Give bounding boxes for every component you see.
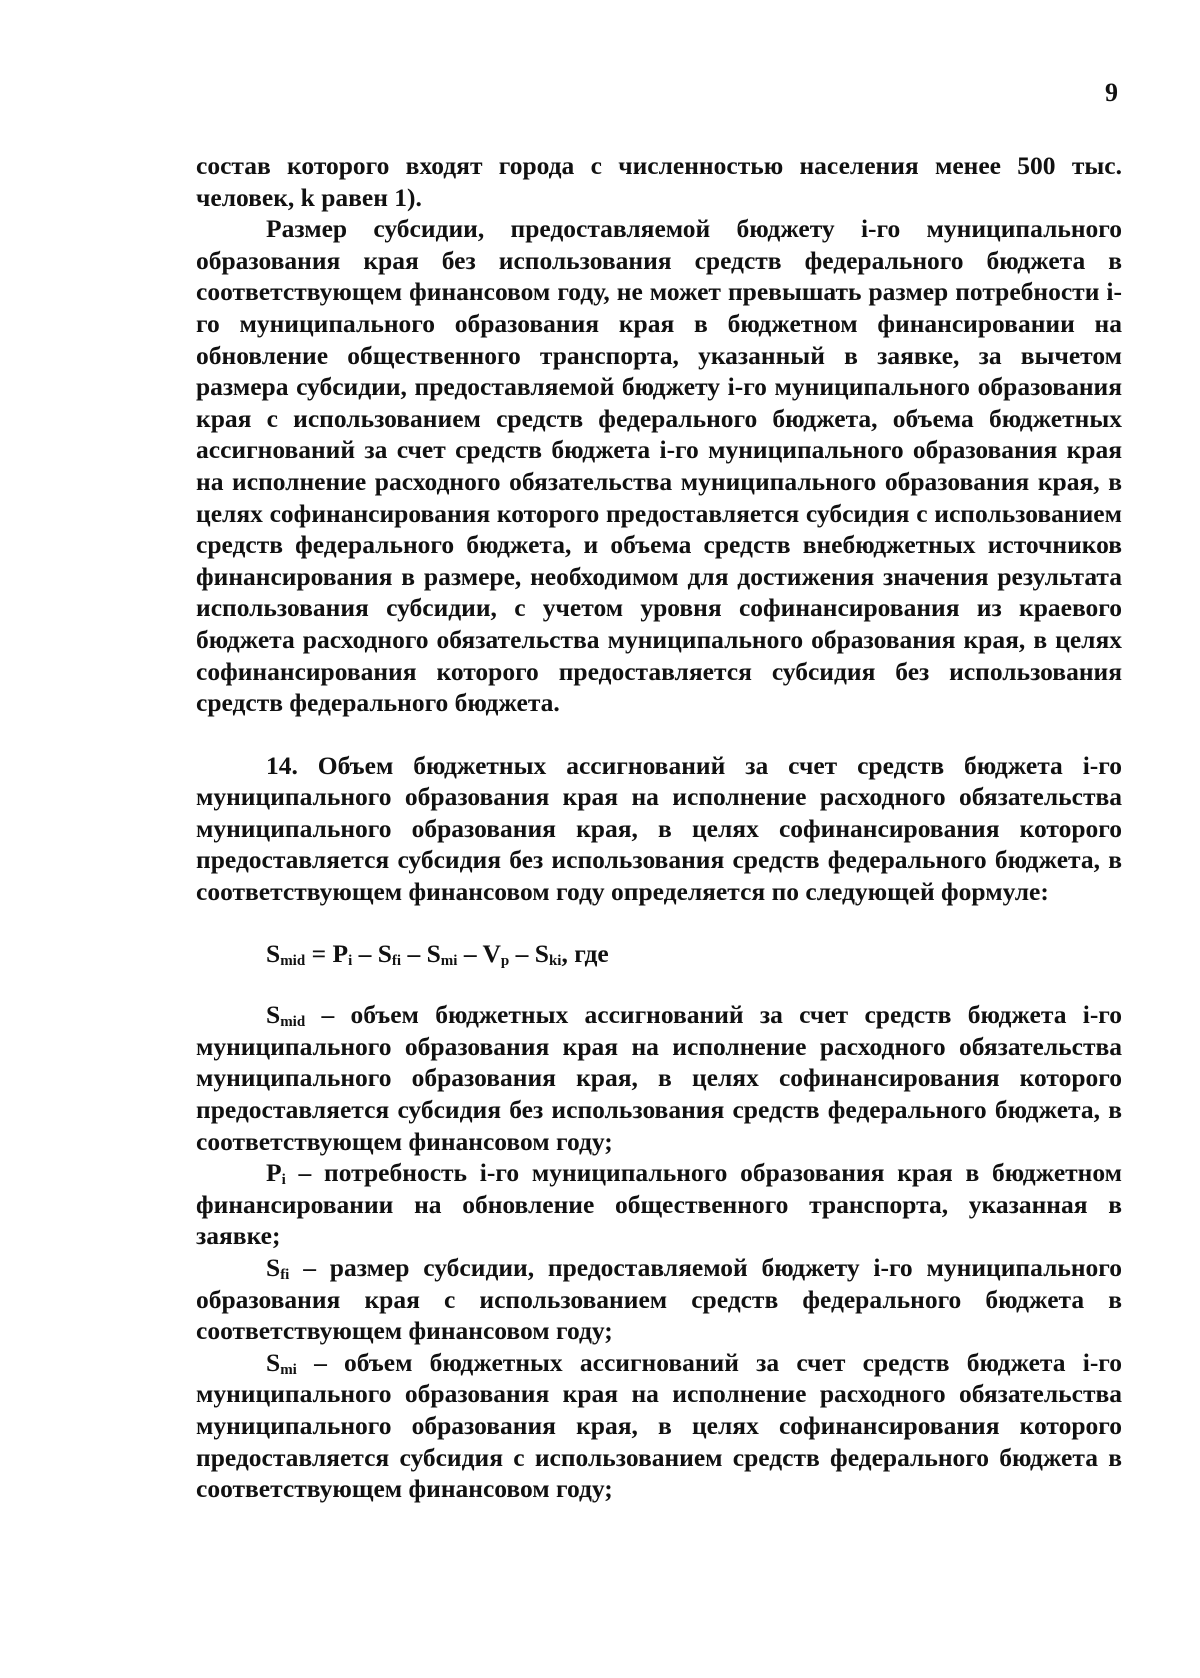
formula-smi-term: $S_{mi}$ <box>426 938 458 969</box>
formula-smid: $S_{mid} = P_i - S_{fi} - S_{mi} - V_p - S_{ki}$, где <box>266 938 609 969</box>
definition-sfi-symbol: $S_{fi}$ <box>266 1253 290 1283</box>
page-number: 9 <box>1105 78 1118 107</box>
definition-smid-symbol: $S_{mid}$ <box>266 1000 306 1031</box>
definition-sfi: $S_{fi}$ – размер субсидии, предоставляемой бюджету i-го муниципального образования края с использованием средств федерального бюджета в соответствующем финансовом году; <box>196 1253 1122 1346</box>
definition-smid: $S_{mid}$ – объем бюджетных ассигнований за счет средств бюджета i-го муниципального образования края на исполнение расходного обязательства муниципального образования края, в целях софинансирования которого предоставляется субсидия без использования средств федерального бюджета, в соответствующем финансовом году; <box>196 1000 1122 1156</box>
paragraph-continuation: состав которого входят города с численностью населения менее 500 тыс. человек, k равен 1). <box>196 151 1122 212</box>
document-body <box>196 150 1122 1505</box>
formula-ski-term: $S_{ki}$ <box>534 938 562 969</box>
formula-vp-term: $V_p$ <box>482 938 510 969</box>
definition-smi-symbol: $S_{mi}$ <box>266 1347 297 1378</box>
paragraph-item-14: 14. Объем бюджетных ассигнований за счет средств бюджета i-го муниципального образования края на исполнение расходного обязательства муниципального образования края, в целях софинансирования которого предоставляется субсидия без использования средств федерального бюджета, в соответствующем финансовом году определяется по следующей формуле: <box>196 750 1122 907</box>
paragraph-subsidy-size: Размер субсидии, предоставляемой бюджету i-го муниципального образования края без использования средств федерального бюджета в соответствующем финансовом году, не может превышать размер потребности i-го муниципального образования края в бюджетном финансировании на обновление общественного транспорта, указанный в заявке, за вычетом размера субсидии, предоставляемой бюджету i-го муниципального образования края с использованием средств федерального бюджета, объема бюджетных ассигнований за счет средств бюджета i-го муниципального образования края на исполнение расходного обязательства муниципального образования края, в целях софинансирования которого предоставляется субсидия с использованием средств федерального бюджета, и объема средств внебюджетных источников финансирования в размере, необходимом для достижения значения результата использования субсидии, с учетом уровня софинансирования из краевого бюджета расходного обязательства муниципального образования края, в целях софинансирования которого предоставляется субсидия без использования средств федерального бюджета. <box>196 214 1122 718</box>
formula-pi-term: $P_i$ <box>332 938 353 969</box>
definition-smi: $S_{mi}$ – объем бюджетных ассигнований за счет средств бюджета i-го муниципального образования края на исполнение расходного обязательства муниципального образования края, в целях софинансирования которого предоставляется субсидия с использованием средств федерального бюджета в соответствующем финансовом году; <box>196 1347 1122 1504</box>
formula-sfi-term: $S_{fi}$ <box>377 938 402 969</box>
formula-smid-term: $S_{mid}$ <box>266 938 306 969</box>
definition-pi-symbol: $P_i$ <box>266 1158 286 1189</box>
definition-pi: $P_i$ – потребность i-го муниципального образования края в бюджетном финансировании на обновление общественного транспорта, указанная в заявке; <box>196 1158 1122 1251</box>
